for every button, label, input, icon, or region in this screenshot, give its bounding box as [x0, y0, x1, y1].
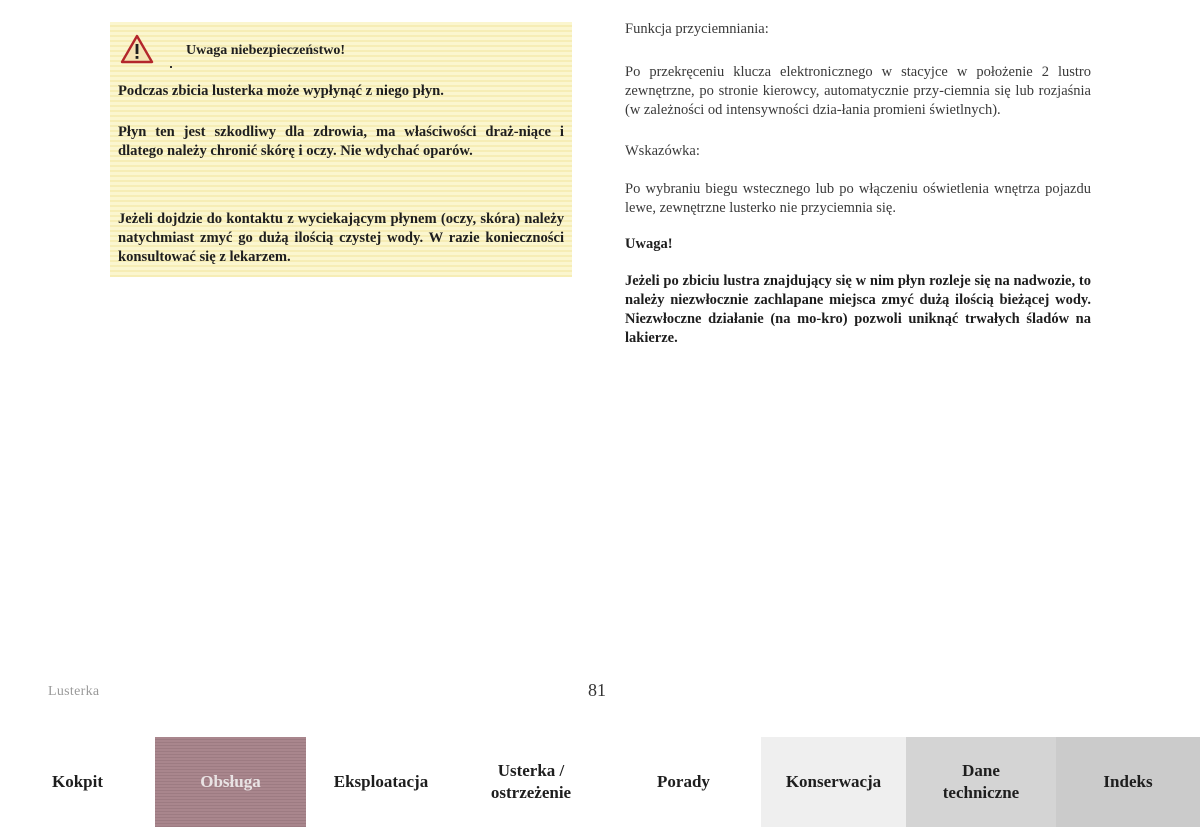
- warning-paragraph-2: Płyn ten jest szkodliwy dla zdrowia, ma właściwości draż-niące i dlatego należy chronić skórę i oczy. Nie wdychać oparów.: [118, 124, 564, 159]
- tab-label: Dane: [962, 761, 1000, 780]
- tab-kokpit[interactable]: [0, 737, 155, 827]
- tab-label: Konserwacja: [785, 772, 882, 791]
- tab-porady[interactable]: [606, 737, 761, 827]
- warning-paragraph-1: Podczas zbicia lusterka może wypłynąć z niego płyn.: [118, 83, 444, 99]
- dimming-text: Po przekręceniu klucza elektronicznego w stacyjce w położenie 2 lustro zewnętrzne, po stronie kierowcy, automatycznie przy-ciemnia się lub rozjaśnia (w zależności od intensywności dzia-łania promieni świetlnych).: [625, 64, 1091, 118]
- page-number: 81: [588, 680, 606, 700]
- warning-title: Uwaga niebezpieczeństwo!: [186, 43, 346, 58]
- decorative-dot: [170, 66, 172, 68]
- tab-eksploatacja[interactable]: [306, 737, 456, 827]
- warning-triangle-icon: [120, 34, 154, 64]
- attention-label: Uwaga!: [625, 236, 673, 252]
- attention-text: Jeżeli po zbiciu lustra znajdujący się w nim płyn rozleje się na nadwozie, to należy niezwłocznie zachlapane miejsca zmyć dużą ilością bieżącej wody. Niezwłoczne działanie (na mo-kro) pozwoli uniknąć trwałych śladów na lakierze.: [625, 273, 1091, 346]
- tab-label: ostrzeżenie: [490, 783, 572, 802]
- dimming-heading: Funkcja przyciemniania:: [625, 21, 769, 37]
- tab-usterka[interactable]: [456, 737, 606, 827]
- tab-label: Obsługa: [200, 772, 261, 791]
- tab-obsluga[interactable]: [155, 737, 306, 827]
- right-column: [625, 20, 1091, 348]
- hint-label: Wskazówka:: [625, 143, 700, 159]
- tab-label: Indeks: [1103, 772, 1153, 791]
- tab-label: Eksploatacja: [333, 772, 429, 791]
- tab-indeks[interactable]: [1056, 737, 1200, 827]
- hint-text: Po wybraniu biegu wstecznego lub po włączeniu oświetlenia wnętrza pojazdu lewe, zewnętrzne lusterko nie przyciemnia się.: [625, 181, 1091, 216]
- tab-konserwacja[interactable]: [761, 737, 906, 827]
- tab-label: techniczne: [942, 783, 1020, 802]
- warning-box: [110, 22, 572, 277]
- tab-label: Usterka /: [497, 761, 565, 780]
- bottom-navigation: [0, 737, 1200, 827]
- warning-paragraph-3: Jeżeli dojdzie do kontaktu z wyciekającym płynem (oczy, skóra) należy natychmiast zmyć go dużą ilością czystej wody. W razie konieczności konsultować się z lekarzem.: [118, 211, 564, 265]
- tab-label: Porady: [657, 772, 710, 791]
- tab-dane-techniczne[interactable]: [906, 737, 1056, 827]
- section-label: Lusterka: [48, 684, 100, 699]
- tab-label: Kokpit: [51, 772, 104, 791]
